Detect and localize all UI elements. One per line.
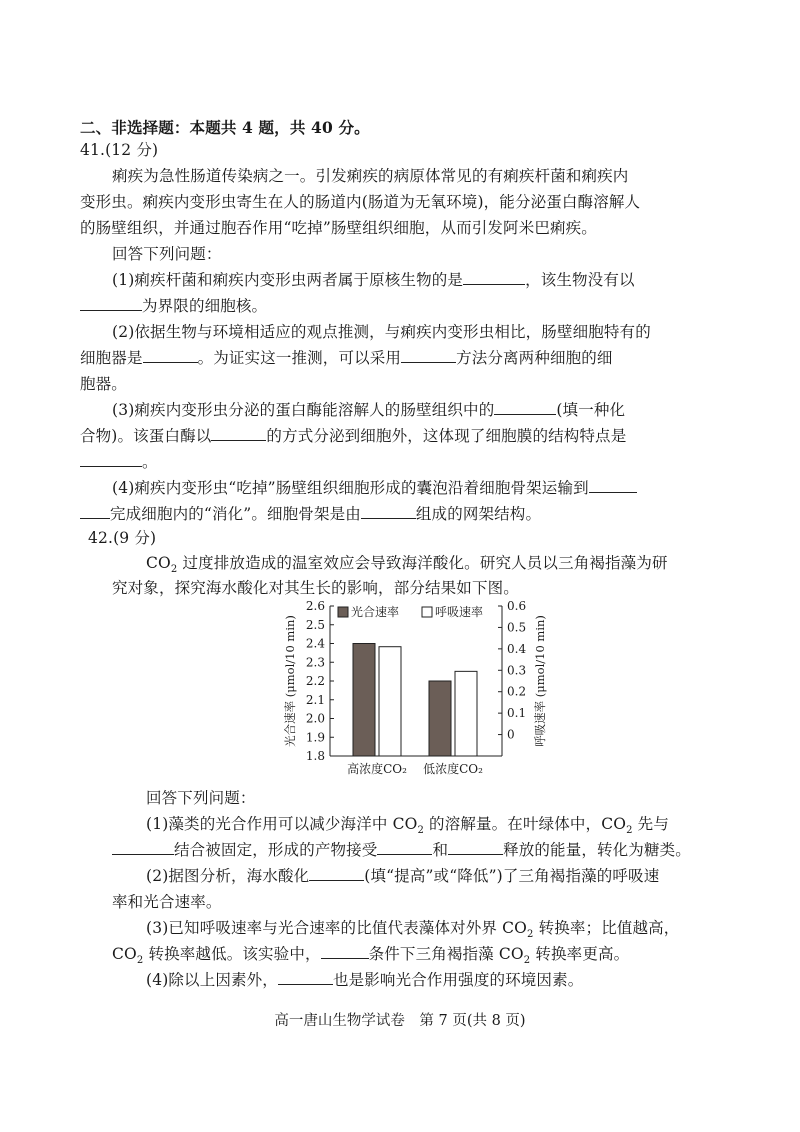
answer-blank[interactable] [494,400,556,415]
answer-blank[interactable] [377,840,432,855]
text: (3)痢疾内变形虫分泌的蛋白酶能溶解人的肠壁组织中的 [112,401,495,419]
answer-blank[interactable] [361,504,416,519]
answer-blank[interactable] [321,944,369,959]
text: 的溶解量。在叶绿体中，CO [423,815,627,833]
legend-swatch-photosynthesis [338,607,348,617]
answer-blank[interactable] [80,504,110,519]
text: CO [112,945,137,963]
right-tick-label: 0.1 [507,706,527,721]
right-tick-label: 0 [507,727,515,742]
text: ，该生物没有以 [525,271,635,289]
text: 合物)。该蛋白酶以 [80,427,212,445]
answer-blank[interactable] [401,348,456,363]
category-label: 高浓度CO₂ [347,762,407,776]
q41-part1-line2 [80,296,267,316]
q41-part3-line3 [80,452,158,472]
answer-blank[interactable] [112,840,174,855]
section-title: 二、非选择题：本题共 4 题，共 40 分。 [80,118,370,137]
text: 先与 [632,815,669,833]
legend-label-photosynthesis: 光合速率 [351,605,400,619]
q42-part3-line1 [146,918,679,945]
left-tick-label: 2.6 [305,599,325,613]
subscript: 2 [170,564,178,576]
text: (填一种化 [556,401,626,419]
legend-label-respiration: 呼吸速率 [435,605,484,619]
q42-number: 42.(9 分) [88,529,157,547]
q41-number: 41.(12 分) [80,141,159,159]
q41-part1-line1 [112,270,635,290]
answer-blank[interactable] [278,970,333,985]
text: 过度排放造成的温室效应会导致海洋酸化。研究人员以三角褐指藻为研 [177,554,668,572]
text: 组成的网架结构。 [415,505,542,523]
q41-part2-line1: (2)依据生物与环境相适应的观点推测，与痢疾内变形虫相比，肠壁细胞特有的 [112,323,651,341]
subscript: 2 [527,929,534,941]
q41-part3-line2 [80,426,626,446]
q42-part1-line1 [146,814,669,841]
bar-photosynthesis [429,681,451,756]
legend-swatch-respiration [422,607,432,617]
q41-part2-line3: 胞器。 [80,375,127,393]
left-tick-label: 2.3 [305,655,325,670]
q41-intro-1: 痢疾为急性肠道传染病之一。引发痢疾的病原体常见的有痢疾杆菌和痢疾内 [112,167,629,185]
right-tick-label: 0.6 [507,599,527,613]
left-tick-label: 2.5 [305,617,325,632]
text: (1)藻类的光合作用可以减少海洋中 CO [146,815,418,833]
q41-part4-line2 [80,504,541,524]
q41-intro-2: 变形虫。痢疾内变形虫寄生在人的肠道内(肠道为无氧环境)，能分泌蛋白酶溶解人 [80,193,641,211]
page-footer: 高一唐山生物学试卷 第 7 页(共 8 页) [274,1013,526,1029]
text: 细胞器是 [80,349,143,367]
answer-blank[interactable] [448,840,503,855]
left-tick-label: 1.9 [305,730,325,745]
answer-blank[interactable] [80,296,142,311]
q41-part2-line2 [80,348,613,368]
q41-answer-prompt: 回答下列问题： [112,245,222,263]
bar-photosynthesis [353,644,375,757]
left-tick-label: 1.8 [305,749,325,763]
text: 释放的能量，转化为糖类。 [503,841,691,859]
text: 结合被固定，形成的产物接受 [174,841,378,859]
text: (4)除以上因素外， [146,971,278,989]
answer-blank[interactable] [211,426,266,441]
left-tick-label: 2.0 [305,711,325,726]
text: 方法分离两种细胞的细 [456,349,613,367]
q42-part4-line1 [146,970,583,990]
text: 转换率更高。 [530,945,630,963]
answer-blank[interactable] [309,866,364,881]
right-tick-label: 0.5 [507,620,527,635]
q42-answer-prompt: 回答下列问题： [146,789,256,807]
q42-part3-line2 [112,944,629,971]
rates-bar-chart [270,598,550,783]
subscript: 2 [523,955,531,967]
text: 。为证实这一推测，可以采用 [197,349,402,367]
answer-blank[interactable] [80,452,142,467]
text: 和 [432,841,449,859]
text: 也是影响光合作用强度的环境因素。 [332,971,584,989]
text: 转换率越低。该实验中， [143,945,321,963]
q42-part1-line2 [112,840,691,860]
text: 条件下三角褐指藻 CO [368,945,524,963]
answer-blank[interactable] [589,478,637,493]
bar-respiration [455,671,477,756]
right-tick-label: 0.2 [507,684,527,699]
left-tick-label: 2.4 [305,636,325,651]
q42-intro-1 [146,553,668,580]
text: (1)痢疾杆菌和痢疾内变形虫两者属于原核生物的是 [112,271,464,289]
q42-part2-line1 [146,866,659,886]
text: 转换率；比值越高， [533,919,680,937]
subscript: 2 [417,825,424,837]
text: CO [146,554,171,572]
q41-intro-3: 的肠壁组织，并通过胞吞作用“吃掉”肠壁组织细胞，从而引发阿米巴痢疾。 [80,219,597,237]
q42-intro-2: 究对象，探究海水酸化对其生长的影响，部分结果如下图。 [112,579,519,597]
text: 完成细胞内的“消化”。细胞骨架是由 [110,505,361,523]
text: (填“提高”或“降低”)了三角褐指藻的呼吸速 [364,867,660,885]
right-tick-label: 0.3 [507,663,527,678]
text: (4)痢疾内变形虫“吃掉”肠壁组织细胞形成的囊泡沿着细胞骨架运输到 [112,479,589,497]
text: 的方式分泌到细胞外，这体现了细胞膜的结构特点是 [266,427,627,445]
q41-part4-line1 [112,478,637,498]
text: 。 [142,453,158,471]
text: 为界限的细胞核。 [142,297,268,315]
answer-blank[interactable] [143,348,198,363]
category-label: 低浓度CO₂ [423,762,483,776]
answer-blank[interactable] [463,270,525,285]
left-tick-label: 2.1 [305,692,325,707]
subscript: 2 [626,825,633,837]
q42-part2-line2: 率和光合速率。 [112,893,222,911]
bar-respiration [379,647,401,756]
left-tick-label: 2.2 [305,674,325,688]
right-axis-label: 呼吸速率 (μmol/10 min) [533,615,547,747]
text: (3)已知呼吸速率与光合速率的比值代表藻体对外界 CO [146,919,528,937]
text: (2)据图分析，海水酸化 [146,867,310,885]
subscript: 2 [136,955,144,967]
q41-part3-line1 [112,400,625,420]
left-axis-label: 光合速率 (μmol/10 min) [283,615,297,747]
right-tick-label: 0.4 [507,641,527,656]
